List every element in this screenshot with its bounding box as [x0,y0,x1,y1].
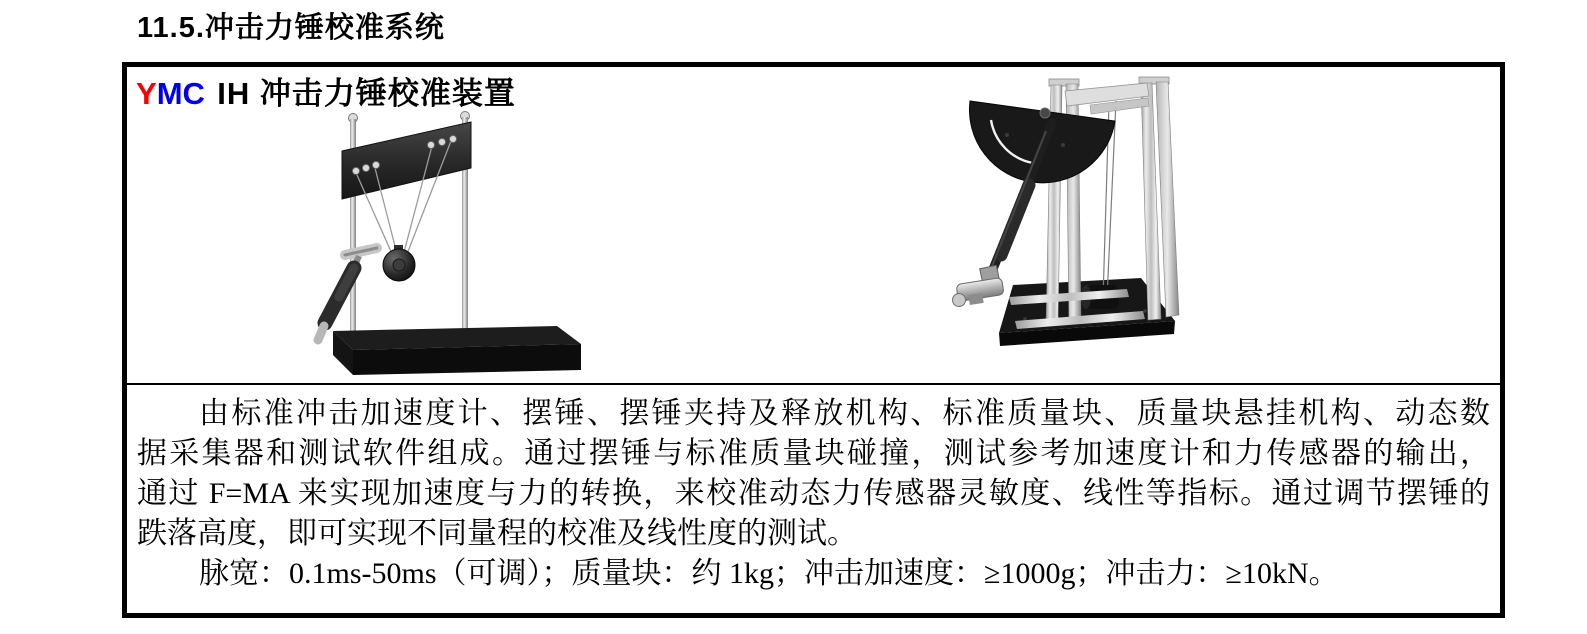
specs-line: 脉宽：0.1ms-50ms（可调）；质量块：约 1kg；冲击加速度：≥1000g；冲击力：≥10kN。 [199,557,1339,590]
mass-sensor-face [393,259,405,271]
stand-top-beam [342,122,471,199]
description-line: 据采集器和测试软件组成。通过摆锤与标准质量块碰撞，测试参考加速度计和力传感器的输出， [137,437,1490,470]
brand-letter-y: Y [136,76,157,111]
product-model-name: IH 冲击力锤校准装置 [217,76,516,111]
product-image-row [127,67,1500,385]
description-line: 跌落高度，即可实现不同量程的校准及线性度的测试。 [137,517,857,550]
pendulum-hammer-calibration-stand-photo [295,107,590,379]
description-line: 由标准冲击加速度计、摆锤、摆锤夹持及释放机构、标准质量块、质量块悬挂机构、动态数 [199,397,1490,430]
pendulum-hammer-head [953,265,1005,306]
product-description-cell [127,385,1500,594]
product-table [122,62,1505,618]
section-heading: 11.5.冲击力锤校准系统 [137,12,445,44]
impact-hammer [318,248,377,340]
brand-letters-mc: MC [156,76,205,111]
description-line: 通过 F=MA 来实现加速度与力的转换，来校准动态力传感器灵敏度、线性等指标。通过调节摆锤的 [137,477,1490,510]
pendulum-impact-tester-photo [945,73,1275,375]
